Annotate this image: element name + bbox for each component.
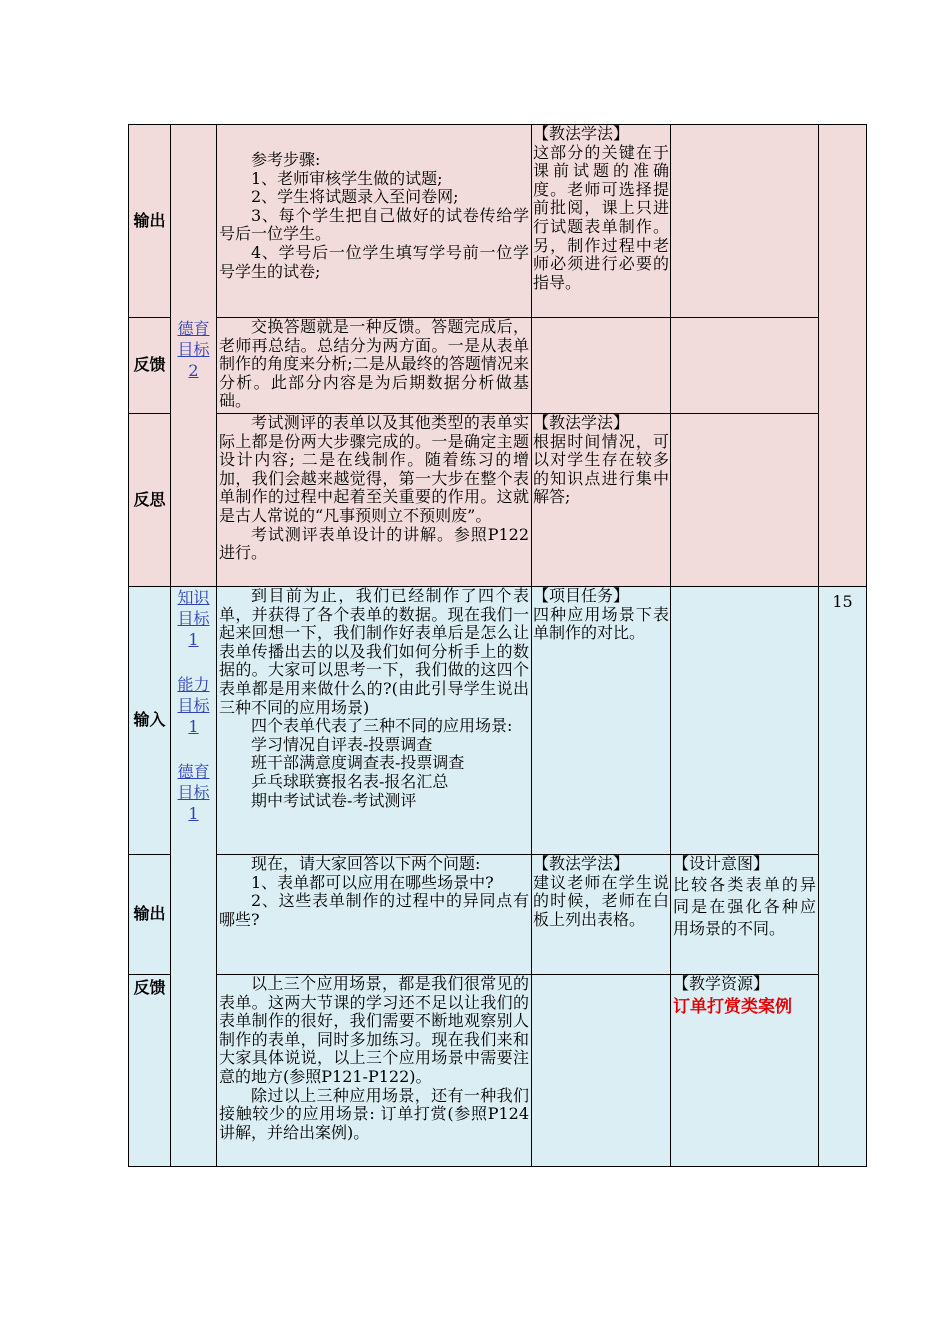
goal-link-moral-2[interactable] bbox=[171, 318, 216, 381]
goal-link-line: 1 bbox=[188, 630, 199, 649]
minutes-cell-empty bbox=[819, 125, 867, 587]
content-paragraph: 到目前为止，我们已经制作了四个表单，并获得了各个表单的数据。现在我们一起来回想一下，我们制作好表单后是怎么让表单传播出去的以及我们如何分析手上的数据的。大家可以思考一下，我们做的这四个表单都是用来做什么的?(由此引导学生说出三种不同的应用场景) bbox=[219, 586, 529, 717]
design-cell-empty bbox=[671, 125, 819, 318]
content-feedback-2 bbox=[217, 975, 532, 1167]
content-paragraph: 除过以上三种应用场景，还有一种我们接触较少的应用场景: 订单打赏(参照P124讲解，并给出案例)。 bbox=[219, 1085, 529, 1142]
design-cell-empty bbox=[671, 587, 819, 855]
goal-link-line: 能力 bbox=[177, 675, 210, 694]
note-reflect bbox=[532, 414, 671, 587]
content-reflect bbox=[217, 414, 532, 587]
content-line: 4、学号后一位学生填写学号前一位学号学生的试卷; bbox=[219, 242, 529, 281]
content-line: 参考步骤: bbox=[251, 150, 321, 169]
content-paragraph: 以上三个应用场景，都是我们很常见的表单。这两大节课的学习还不足以让我们的表单制作的很好，我们需要不断地观察别人制作的表单，同时多加练习。现在我们来和大家具体说说，以上三个应用场景中需要注意的地方(参照P121-P122)。 bbox=[219, 974, 529, 1086]
design-cell-empty bbox=[671, 318, 819, 414]
goal-cell-a bbox=[171, 125, 217, 587]
minutes-value: 15 bbox=[819, 587, 867, 1167]
content-paragraph: 四个表单代表了三种不同的应用场景: bbox=[251, 716, 513, 736]
stage-label-feedback-2: 反馈 bbox=[129, 975, 171, 1167]
content-paragraph: 交换答题就是一种反馈。答题完成后，老师再总结。总结分为两方面。一是从表单制作的角度来分析;二是从最终的答题情况来分析。此部分内容是为后期数据分析做基础。 bbox=[219, 317, 529, 411]
stage-label-input: 输入 bbox=[129, 587, 171, 855]
stage-label-output-2: 输出 bbox=[129, 855, 171, 975]
lesson-plan-table bbox=[128, 124, 867, 1167]
row-output-1 bbox=[129, 125, 867, 318]
goal-link-line: 1 bbox=[188, 717, 199, 736]
note-heading: 【项目任务】 bbox=[533, 586, 630, 605]
note-input bbox=[532, 587, 671, 855]
note-output-1 bbox=[532, 125, 671, 318]
content-output-2 bbox=[217, 855, 532, 975]
stage-label-reflect: 反思 bbox=[129, 414, 171, 587]
note-heading: 【教法学法】 bbox=[533, 854, 630, 873]
scenario-item: 乒乓球联赛报名表-报名汇总 bbox=[251, 771, 449, 791]
goal-link-line: 目标 bbox=[177, 783, 210, 802]
goal-link-line: 德育 bbox=[177, 762, 210, 781]
scenario-item: 学习情况自评表-投票调查 bbox=[251, 734, 433, 754]
content-output-1 bbox=[217, 125, 532, 318]
content-paragraph: 考试测评表单设计的讲解。参照P122进行。 bbox=[219, 524, 529, 563]
design-cell-empty bbox=[671, 414, 819, 587]
row-input bbox=[129, 587, 867, 855]
goal-link-moral-1[interactable] bbox=[171, 761, 216, 824]
content-line: 3、每个学生把自己做好的试卷传给学号后一位学生。 bbox=[219, 205, 529, 244]
goal-link-line: 知识 bbox=[177, 588, 210, 607]
goal-link-line: 2 bbox=[188, 361, 199, 380]
row-reflect bbox=[129, 414, 867, 587]
content-line: 1、老师审核学生做的试题; bbox=[251, 168, 443, 188]
stage-label-feedback-1: 反馈 bbox=[129, 318, 171, 414]
row-feedback-1 bbox=[129, 318, 867, 414]
scenario-item: 期中考试试卷-考试测评 bbox=[251, 790, 417, 810]
note-body: 建议老师在学生说的时候，老师在白板上列出表格。 bbox=[533, 872, 669, 929]
goal-link-line: 目标 bbox=[177, 340, 210, 359]
goal-link-line: 目标 bbox=[177, 696, 210, 715]
goal-link-knowledge-1[interactable] bbox=[171, 587, 216, 650]
goal-link-line: 德育 bbox=[177, 319, 210, 338]
content-line: 1、表单都可以应用在哪些场景中? bbox=[251, 872, 494, 892]
content-input bbox=[217, 587, 532, 855]
design-intent bbox=[671, 855, 819, 975]
note-heading: 【教法学法】 bbox=[533, 413, 630, 432]
content-line: 现在，请大家回答以下两个问题: bbox=[251, 854, 481, 873]
note-heading: 【教法学法】 bbox=[533, 124, 630, 143]
teaching-resource bbox=[671, 975, 819, 1167]
note-cell-empty bbox=[532, 975, 671, 1167]
scenario-item: 班干部满意度调查表-投票调查 bbox=[251, 753, 465, 773]
row-output-2 bbox=[129, 855, 867, 975]
content-feedback-1 bbox=[217, 318, 532, 414]
resource-heading: 【教学资源】 bbox=[673, 974, 770, 993]
goal-link-line: 目标 bbox=[177, 609, 210, 628]
content-line: 2、这些表单制作的过程中的异同点有哪些? bbox=[219, 891, 529, 929]
note-body: 这部分的关键在于课前试题的准确度。老师可选择提前批阅，课上只进行试题表单制作。另，制作过程中老师必须进行必要的指导。 bbox=[533, 142, 669, 292]
row-feedback-2 bbox=[129, 975, 867, 1167]
design-heading: 【设计意图】 bbox=[673, 854, 770, 873]
content-line: 2、学生将试题录入至问卷网; bbox=[251, 187, 459, 207]
stage-label-output-1: 输出 bbox=[129, 125, 171, 318]
note-body: 四种应用场景下表单制作的对比。 bbox=[533, 604, 669, 643]
design-body: 比较各类表单的异同是在强化各种应用场景的不同。 bbox=[673, 874, 816, 938]
content-paragraph: 考试测评的表单以及其他类型的表单实际上都是份两大步骤完成的。一是确定主题设计内容; 二是在线制作。随着练习的增加，我们会越来越觉得，第一大步在整个表单制作的过程中起着至关重要的作用。这就是古人常说的“凡事预则立不预则废”。 bbox=[219, 413, 529, 525]
note-cell-empty bbox=[532, 318, 671, 414]
resource-body: 订单打赏类案例 bbox=[673, 996, 792, 1017]
note-body: 根据时间情况，可以对学生存在较多的知识点进行集中解答; bbox=[533, 431, 669, 507]
goal-cell-b bbox=[171, 587, 217, 1167]
goal-link-ability-1[interactable] bbox=[171, 674, 216, 737]
goal-link-line: 1 bbox=[188, 804, 199, 823]
note-output-2 bbox=[532, 855, 671, 975]
